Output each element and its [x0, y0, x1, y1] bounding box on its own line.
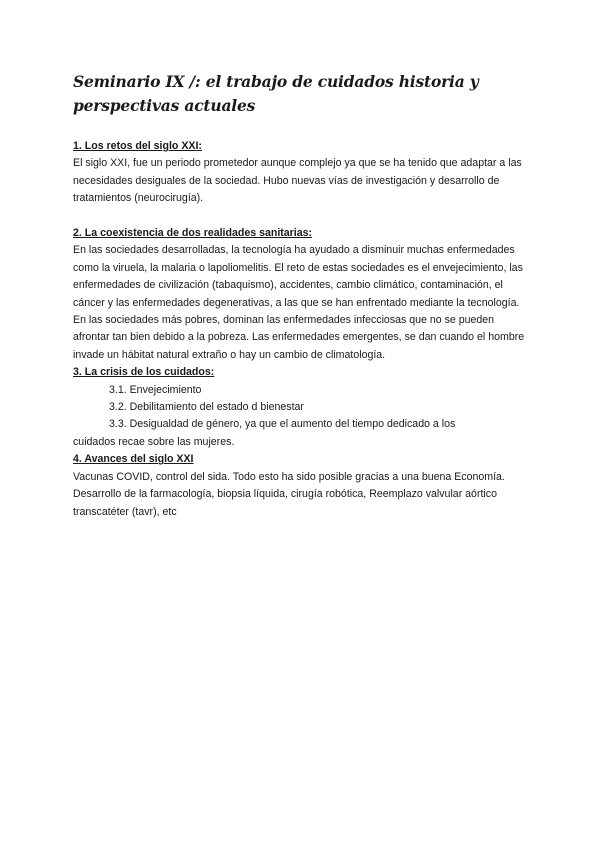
section-1 — [73, 138, 533, 225]
section-4 — [73, 451, 533, 521]
section-4-paragraph: Vacunas COVID, control del sida. Todo esto ha sido posible gracias a una buena Economía. Desarrollo de la farmacología, biopsia líquida, cirugía robótica, Reemplazo valvular aórtico transcatéter (tavr), etc — [73, 470, 505, 518]
section-3-item-1: 3.1. Envejecimiento — [109, 383, 202, 396]
section-3-item-3: 3.3. Desigualdad de género, ya que el aumento del tiempo dedicado a los — [109, 418, 456, 431]
section-1-paragraph: El siglo XXI, fue un periodo prometedor aunque complejo ya que se ha tenido que adaptar a las necesidades desiguales de la sociedad. Hubo nuevas vías de investigación y desarrollo de tratamientos (neurocirugía). — [73, 157, 522, 205]
section-2-paragraph-2: En las sociedades más pobres, dominan las enfermedades infecciosas que no se pueden afrontar tan bien debido a la pobreza. Las enfermedades emergentes, se dan cuando el hombre invade un hábitat natural extraño o hay un cambio de climatología. — [73, 314, 525, 361]
document-title: Seminario IX /: el trabajo de cuidados historia y perspectivas actuales — [73, 72, 479, 115]
section-1-heading: 1. Los retos del siglo XXI: — [73, 140, 202, 152]
section-gap — [73, 208, 533, 225]
section-3-continuation: cuidados recae sobre las mujeres. — [73, 435, 235, 448]
section-3 — [73, 364, 533, 451]
section-2 — [73, 225, 533, 364]
section-3-item-2: 3.2. Debilitamiento del estado d bienestar — [109, 401, 304, 414]
section-3-heading: 3. La crisis de los cuidados: — [73, 366, 215, 379]
section-2-paragraph-1: En las sociedades desarrolladas, la tecnología ha ayudado a disminuir muchas enfermedades como la viruela, la malaria o lapoliomelitis. El reto de estas sociedades es el envejecimiento, las enfermedades de civilización (tabaquismo), accidentes, cambio climático, contaminación, el cáncer y las enfermedades degenerativas, a las que se han enfrentado mediante la tecnología. — [73, 244, 523, 309]
section-2-heading: 2. La coexistencia de dos realidades sanitarias: — [73, 227, 313, 240]
section-4-heading: 4. Avances del siglo XXI — [73, 453, 194, 466]
document-page — [73, 70, 533, 521]
